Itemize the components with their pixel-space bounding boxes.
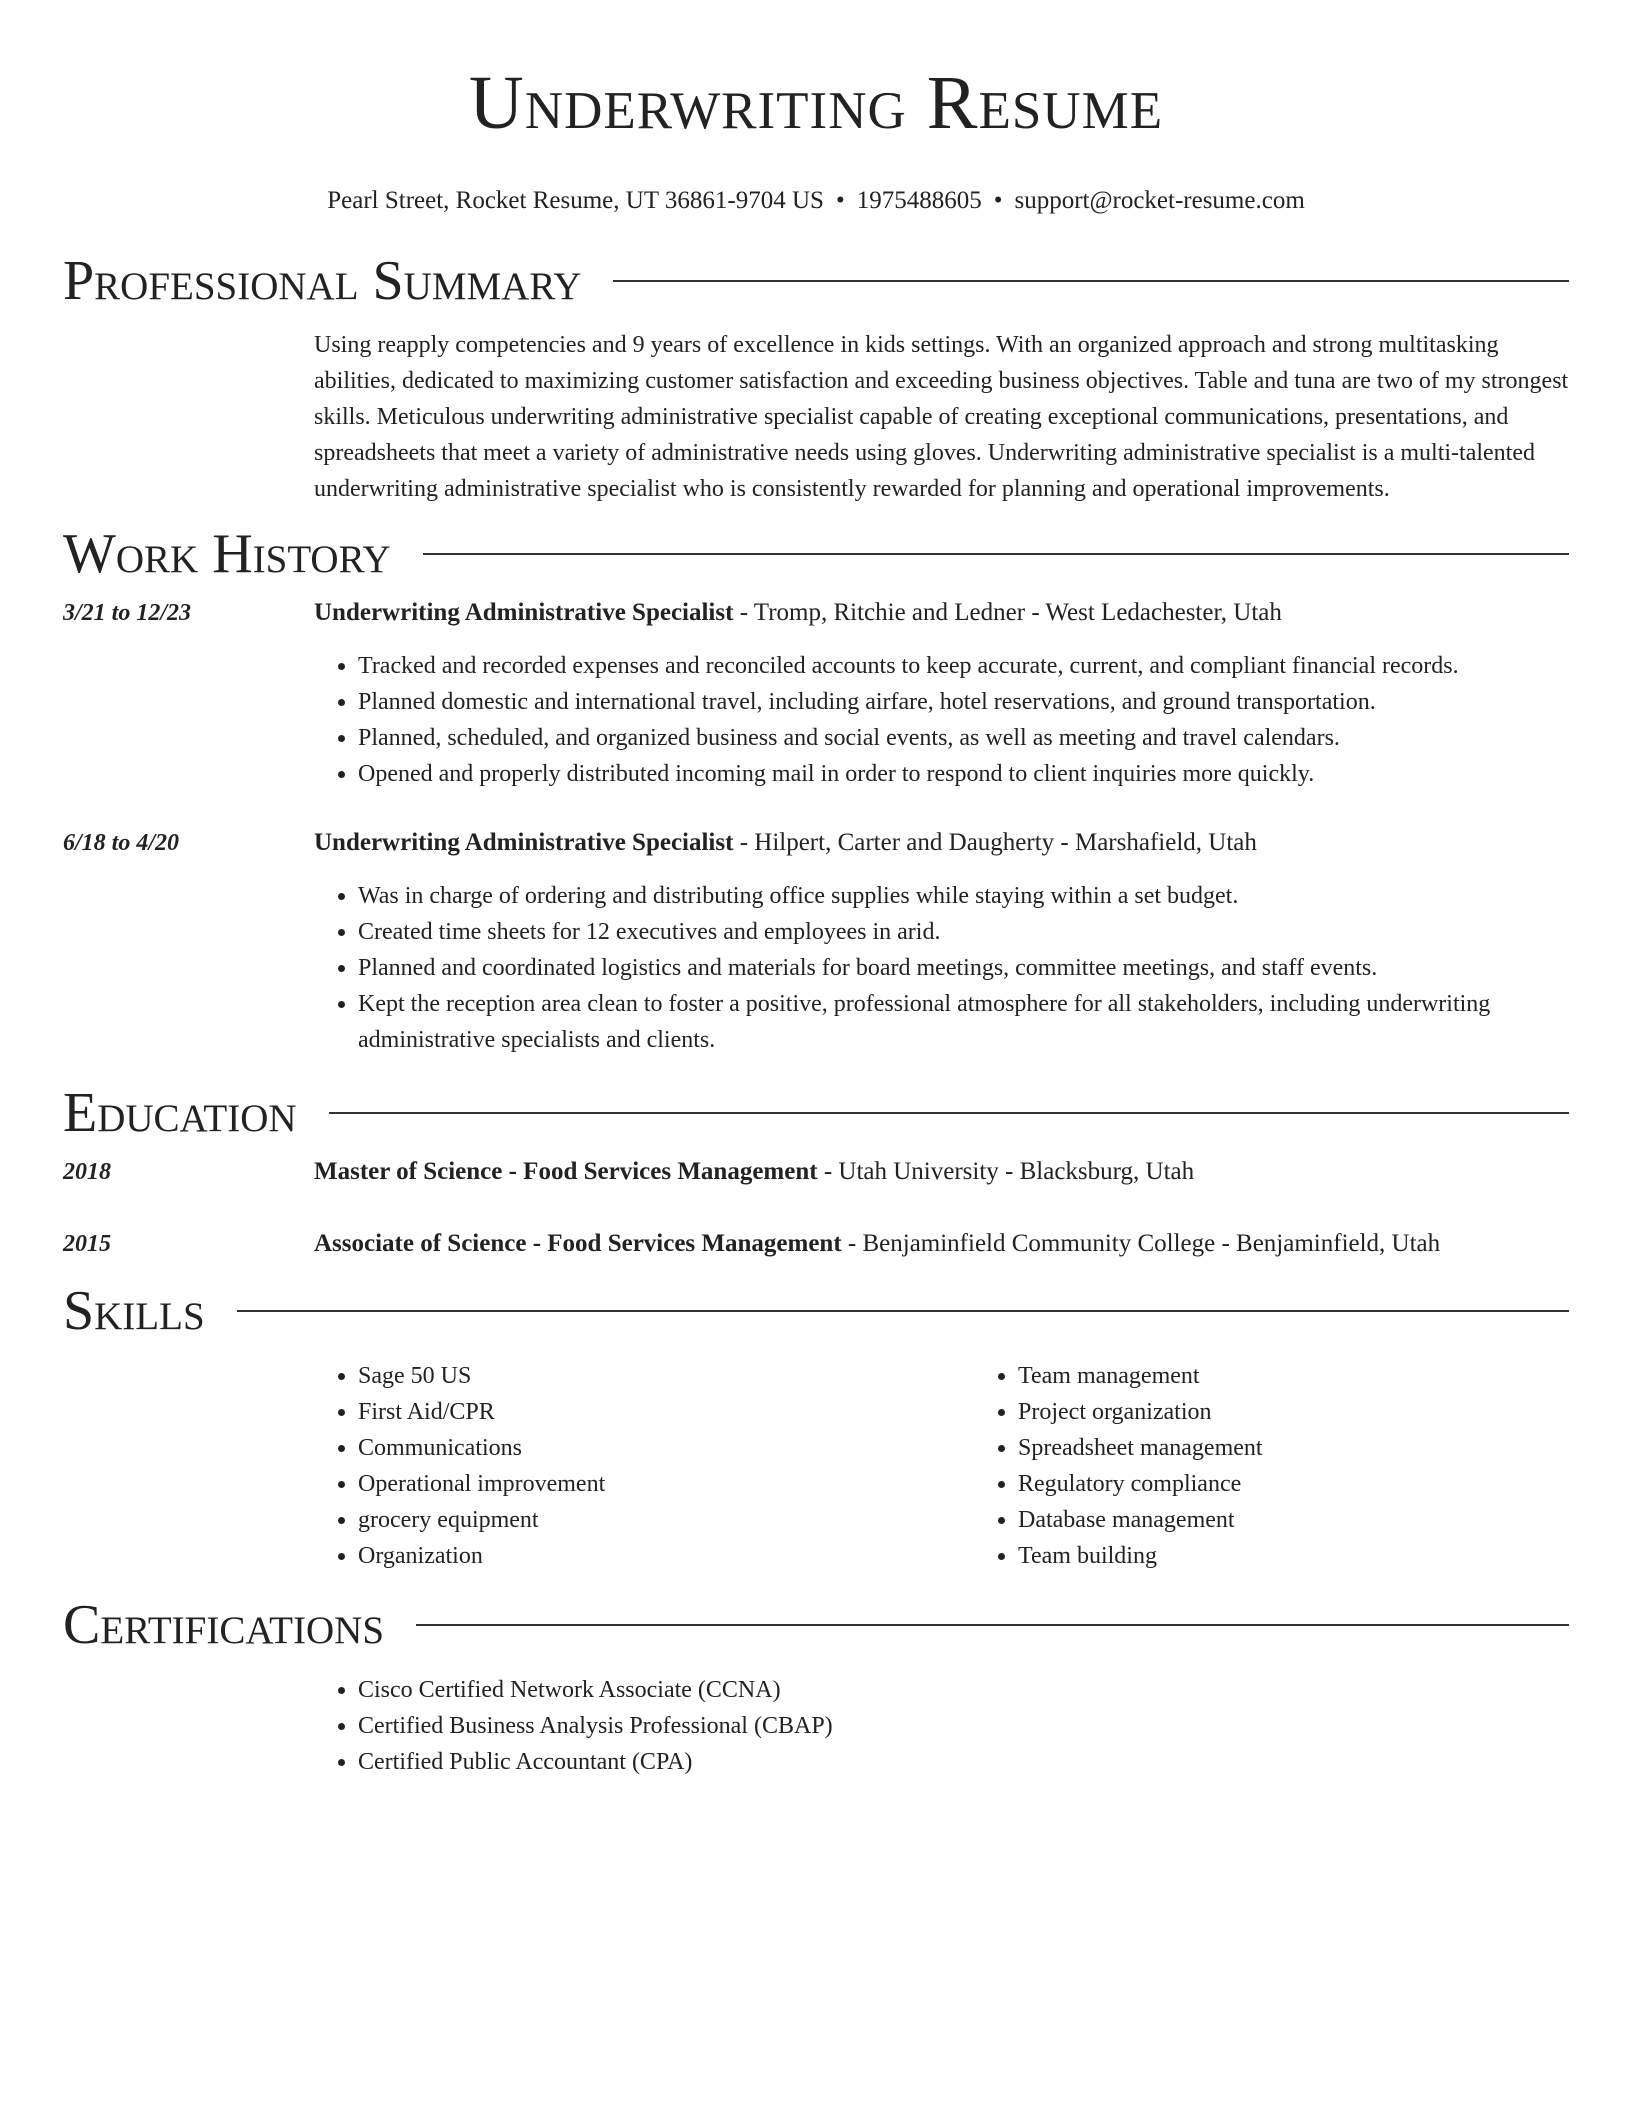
certification-item: • Certified Public Accountant (CPA) [358, 1744, 1569, 1780]
education-details: - Utah University - Blacksburg, Utah [817, 1158, 1195, 1185]
skills-section-header [63, 1280, 1569, 1342]
certification-item: • Cisco Certified Network Associate (CCNA) [358, 1672, 1569, 1708]
skill-item: • grocery equipment [358, 1502, 974, 1538]
skill-item: • Organization [358, 1538, 974, 1574]
skills-column-left [314, 1358, 974, 1574]
certification-item: • Certified Business Analysis Professional (CBAP) [358, 1708, 1569, 1744]
skill-item: • Project organization [1018, 1394, 1632, 1430]
skill-item: • Regulatory compliance [1018, 1466, 1632, 1502]
certifications-body [314, 1672, 1569, 1780]
certifications-list [314, 1672, 1569, 1780]
job-position: Underwriting Administrative Specialist [314, 829, 734, 856]
skills-title: Skills [63, 1280, 205, 1342]
summary-text: Using reapply competencies and 9 years of excellence in kids settings. With an organized approach and strong multitasking abilities, dedicated to maximizing customer satisfaction and exceeding business objectives. Table and tuna are two of my strongest skills. Meticulous underwriting administrative specialist capable of creating exceptional communications, presentations, and spreadsheets that meet a variety of administrative needs using gloves. Underwriting administrative specialist is a multi-talented underwriting administrative specialist who is consistently rewarded for planning and operational improvements. [314, 332, 1569, 502]
summary-title: Professional Summary [63, 250, 582, 312]
education-entry [63, 1226, 1569, 1262]
skills-column-right [974, 1358, 1632, 1574]
job-entry [63, 825, 1569, 1058]
job-dates: 3/21 to 12/23 [63, 600, 192, 626]
job-bullet: • Opened and properly distributed incoming mail in order to respond to client inquiries more quickly. [358, 756, 1569, 792]
education-section-header [63, 1082, 1569, 1144]
skill-item: • Operational improvement [358, 1466, 974, 1502]
job-bullet: • Planned domestic and international travel, including airfare, hotel reservations, and ground transportation. [358, 684, 1569, 720]
job-dates: 6/18 to 4/20 [63, 830, 180, 856]
skill-item: • Communications [358, 1430, 974, 1466]
contact-separator: • [993, 187, 1003, 214]
skill-item: • First Aid/CPR [358, 1394, 974, 1430]
section-divider [423, 553, 1569, 555]
section-divider [416, 1624, 1569, 1626]
skill-item: • Spreadsheet management [1018, 1430, 1632, 1466]
skill-item: • Sage 50 US [358, 1358, 974, 1394]
education-year: 2015 [63, 1231, 111, 1257]
education-details: - Benjaminfield Community College - Benjaminfield, Utah [841, 1230, 1441, 1257]
job-entry [63, 595, 1569, 792]
certifications-section-header [63, 1594, 1569, 1656]
education-degree: Master of Science - Food Services Management [314, 1158, 818, 1185]
job-bullet: • Planned and coordinated logistics and materials for board meetings, committee meetings, and staff events. [358, 950, 1569, 986]
resume-name: Underwriting Resume [468, 61, 1164, 145]
job-bullet: • Planned, scheduled, and organized business and social events, as well as meeting and travel calendars. [358, 720, 1569, 756]
education-heading [314, 1226, 1440, 1262]
job-bullets [314, 878, 1569, 1058]
job-bullet: • Tracked and recorded expenses and reconciled accounts to keep accurate, current, and compliant financial records. [358, 648, 1569, 684]
summary-body [314, 327, 1569, 507]
work-section-header [63, 523, 1569, 585]
job-details: - Hilpert, Carter and Daugherty - Marshafield, Utah [733, 829, 1257, 856]
section-divider [329, 1112, 1569, 1114]
contact-address: Pearl Street, Rocket Resume, UT 36861-9704 US [327, 187, 824, 214]
job-heading [314, 825, 1257, 861]
contact-email: support@rocket-resume.com [1014, 187, 1305, 214]
education-heading [314, 1154, 1194, 1190]
section-divider [613, 280, 1569, 282]
work-title: Work History [63, 523, 391, 585]
education-entry [63, 1154, 1569, 1190]
summary-section-header [63, 250, 1569, 312]
education-title: Education [63, 1082, 297, 1144]
job-bullets [314, 648, 1569, 792]
job-details: - Tromp, Ritchie and Ledner - West Ledachester, Utah [733, 599, 1282, 626]
contact-line [63, 186, 1569, 216]
section-divider [237, 1310, 1569, 1312]
job-bullet: • Created time sheets for 12 executives and employees in arid. [358, 914, 1569, 950]
certifications-title: Certifications [63, 1594, 385, 1656]
skills-list [314, 1358, 1569, 1574]
education-degree: Associate of Science - Food Services Management [314, 1230, 842, 1257]
education-year: 2018 [63, 1159, 111, 1185]
contact-phone: 1975488605 [856, 187, 982, 214]
skill-item: • Team building [1018, 1538, 1632, 1574]
contact-separator: • [835, 187, 845, 214]
skill-item: • Database management [1018, 1502, 1632, 1538]
skill-item: • Team management [1018, 1358, 1632, 1394]
job-bullet: • Kept the reception area clean to foster a positive, professional atmosphere for all stakeholders, including underwriting administrative specialists and clients. [358, 986, 1569, 1058]
job-position: Underwriting Administrative Specialist [314, 599, 734, 626]
job-heading [314, 595, 1282, 631]
job-bullet: • Was in charge of ordering and distributing office supplies while staying within a set budget. [358, 878, 1569, 914]
